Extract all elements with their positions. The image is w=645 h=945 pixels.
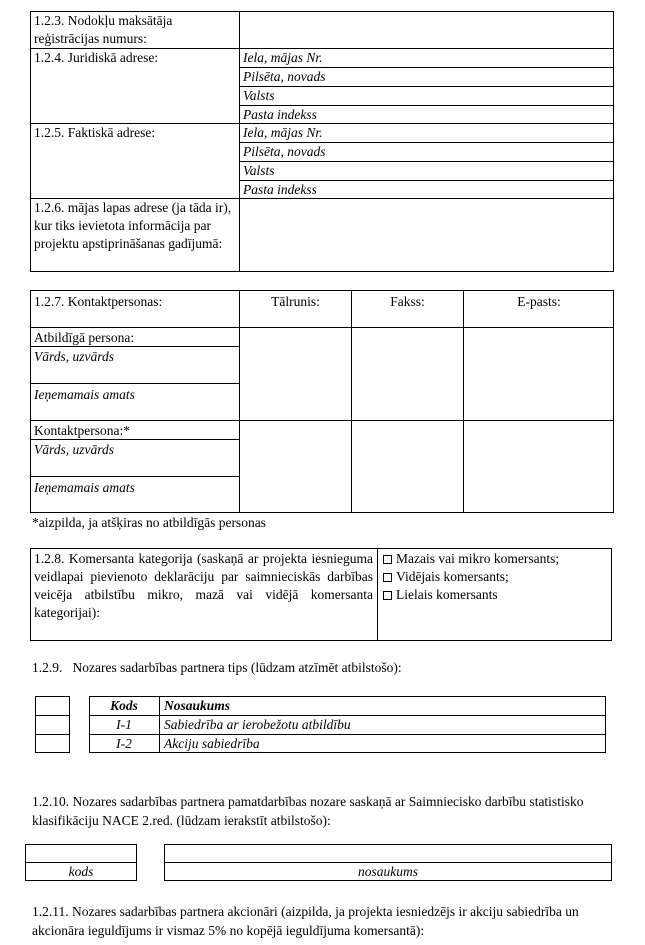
website-field[interactable]	[240, 199, 613, 271]
contacts-footnote: *aizpilda, ja atšķiras no atbildīgās personas	[32, 515, 266, 530]
shareholders-heading: 1.2.11. Nozares sadarbības partnera akcionāri (aizpilda, ja projekta iesniedzējs ir akciju sabiedrība un akcionāra ieguldījums ir vismaz 5% no kopējā ieguldījuma komersantā):	[32, 904, 579, 938]
actual-country-field[interactable]: Valsts	[243, 163, 275, 178]
col-email: E-pasts:	[517, 294, 561, 309]
row-code-i2: I-2	[116, 736, 132, 751]
actual-postcode-field[interactable]: Pasta indekss	[243, 182, 317, 197]
contact-name-field[interactable]: Vārds, uzvārds	[34, 442, 115, 457]
contact-position-field[interactable]: Ieņemamais amats	[34, 480, 135, 495]
legal-street-field[interactable]: Iela, mājas Nr.	[243, 50, 323, 65]
checkbox-icon	[383, 573, 392, 582]
contact-person-label: Kontaktpersona:*	[34, 423, 130, 438]
partner-type-heading: 1.2.9. Nozares sadarbības partnera tips (lūdzam atzīmēt atbilstošo):	[32, 660, 402, 675]
reg-number-label: 1.2.3. Nodokļu maksātāja reģistrācijas numurs:	[34, 13, 173, 46]
nace-name-label: nosaukums	[358, 864, 418, 879]
responsible-position-field[interactable]: Ieņemamais amats	[34, 387, 135, 402]
website-label: 1.2.6. mājas lapas adrese (ja tāda ir), kur tiks ievietota informācija par projektu apstiprināšanas gadījumā:	[34, 200, 232, 251]
checkbox-icon	[383, 555, 392, 564]
category-options	[383, 550, 559, 604]
nace-heading: 1.2.10. Nozares sadarbības partnera pamatdarbības nozare saskaņā ar Saimniecisko darbību statistisko klasifikāciju NACE 2.red. (lūdzam ierakstīt atbilstošo):	[32, 794, 584, 828]
responsible-name-field[interactable]: Vārds, uzvārds	[34, 349, 115, 364]
checkbox-icon	[383, 591, 392, 600]
nace-code-label: kods	[68, 864, 94, 879]
legal-country-field[interactable]: Valsts	[243, 88, 275, 103]
legal-city-field[interactable]: Pilsēta, novads	[243, 69, 326, 84]
legal-address-label: 1.2.4. Juridiskā adrese:	[34, 50, 159, 65]
category-option-small[interactable]: Mazais vai mikro komersants;	[383, 550, 559, 568]
row-name-i1: Sabiedrība ar ierobežotu atbildību	[164, 717, 351, 732]
actual-street-field[interactable]: Iela, mājas Nr.	[243, 125, 323, 140]
nace-code-field[interactable]	[26, 845, 136, 861]
actual-address-label: 1.2.5. Faktiskā adrese:	[34, 125, 156, 140]
reg-number-field[interactable]	[240, 12, 613, 47]
partner-type-checkbox-llc[interactable]	[36, 716, 69, 733]
responsible-person-label: Atbildīgā persona:	[34, 330, 135, 345]
category-option-medium[interactable]: Vidējais komersants;	[383, 568, 559, 586]
category-option-large[interactable]: Lielais komersants	[383, 586, 559, 604]
nace-name-field[interactable]	[165, 845, 611, 861]
partner-type-checkbox-jsc[interactable]	[36, 735, 69, 752]
actual-city-field[interactable]: Pilsēta, novads	[243, 144, 326, 159]
row-code-i1: I-1	[116, 717, 132, 732]
col-phone: Tālrunis:	[271, 294, 320, 309]
col-name: Nosaukums	[164, 698, 231, 713]
row-name-i2: Akciju sabiedrība	[164, 736, 260, 751]
legal-postcode-field[interactable]: Pasta indekss	[243, 107, 317, 122]
contacts-header: 1.2.7. Kontaktpersonas:	[34, 294, 163, 309]
category-label: 1.2.8. Komersanta kategorija (saskaņā ar projekta iesnieguma veidlapai pievienoto deklarāciju par saimnieciskās darbības veicēja atbilstību mikro, mazā vai vidējā komersanta kategorijai):	[34, 551, 373, 620]
col-code: Kods	[110, 698, 138, 713]
col-fax: Fakss:	[390, 294, 425, 309]
